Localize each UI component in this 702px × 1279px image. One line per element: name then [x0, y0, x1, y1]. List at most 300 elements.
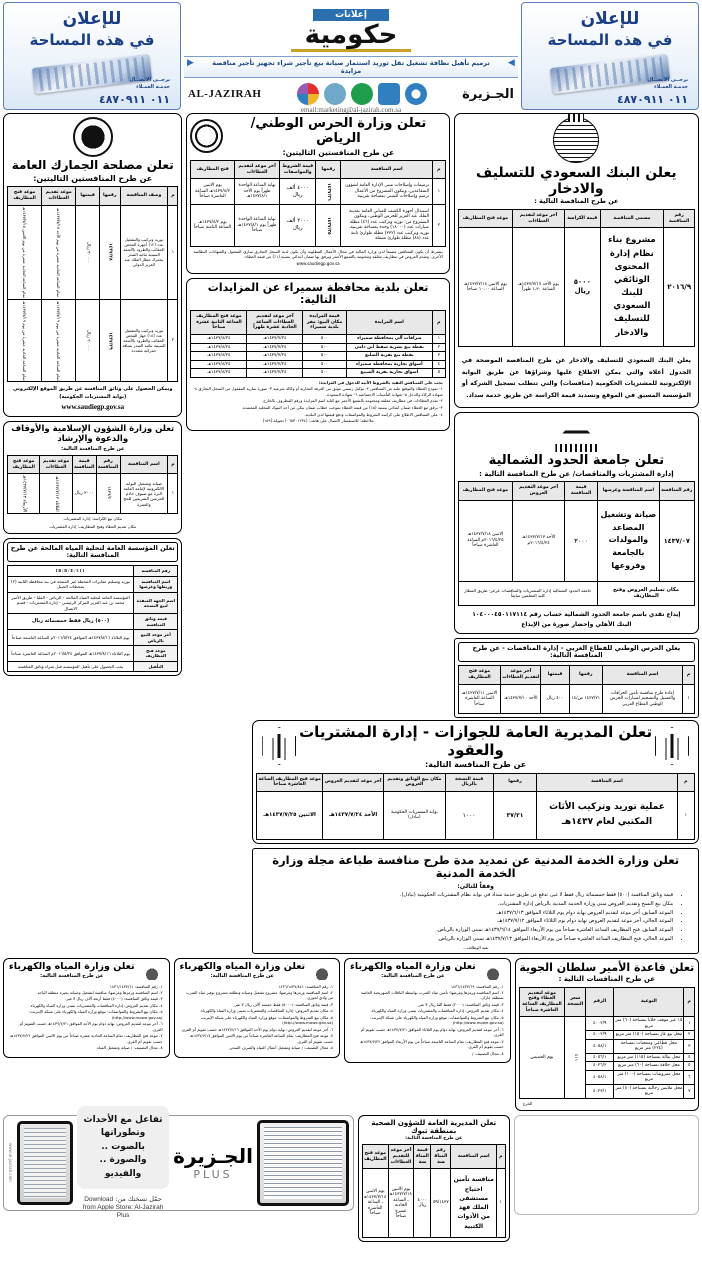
- table-row: [191, 343, 445, 352]
- kv-key: قيمة وثائق المنافسة: [134, 614, 178, 630]
- td-num: ١٤٣٧/٢١ ص/١٤: [569, 684, 602, 714]
- bank-crest-icon: [553, 117, 599, 163]
- td-type: محل ملابس رجالية بمساحة (٨٠) متر مربع: [615, 1085, 683, 1097]
- table-row: [8, 645, 178, 661]
- kv-value: يوم الثلاثاء ١٤٣٧/٨/١٦هـ الموافق ٢٠١٦/٥/٢٤م الساعة العاشرة صباحاً: [8, 645, 134, 661]
- td-name: صيانة وتشغيل البوابة الالكترونية لإمامة العامة البرة مع ضيوف خادم الحرمين الشريفين للحج والعمرة: [120, 474, 168, 514]
- th-name: اسم المنافسة: [602, 666, 682, 684]
- mowe2-line: ٥- مكان بيع الشروط والمواصفات: موقع وزارة المياه والكهرباء على شبكة الإنترنت (http://www.mowe.gov.sa): [200, 1014, 334, 1026]
- td-open: ١٤٣٧/٨/٢٤هـ: [191, 335, 247, 344]
- td-name: أسواق تجارية بمحافظة سميراء: [346, 360, 432, 369]
- ad-water-power-3: [344, 958, 511, 1064]
- td-open: ١٤٣٧/٨/٢٤هـ: [191, 343, 247, 352]
- table-row: [8, 566, 178, 576]
- td-value: ٢٠٠٠٠ ريال: [76, 299, 100, 382]
- swcc-table: [7, 565, 178, 672]
- td-submit: تمام الساعة الحادية عشرة من يوم الأحد ١٤٣٧/٧/١٧هـ: [42, 205, 76, 299]
- th-open: موعد فتح المظاريف: [458, 482, 512, 500]
- td-desc: توريد وتركيب والتشغيل عدد (١٢) أجهزة الفحص الحقائب والطرود بالأشعة السينية ثنائية الصدر بجمرك مطار الملك عبد العزيز الدولي: [120, 205, 168, 299]
- civil-subtitle: وفقاً للتالي:: [457, 883, 494, 891]
- samira-condition-note: ملاحظة: للاستفسار الاتصال على هاتف: (٠٦٥٣٠١٢٣٤) تحويلة (١٥٩): [262, 418, 374, 424]
- univ-subtitle: إدارة المشتريات والمناقصات/ عن طرح المنافسة التالية :: [479, 469, 674, 478]
- table-row: [8, 630, 178, 646]
- samira-table: [190, 310, 445, 378]
- td-no: ٥: [433, 369, 446, 378]
- mowe2-lines: [178, 982, 337, 1054]
- table-row-place: [458, 581, 694, 605]
- tabuk-subtitle: عن طرح المنافسة التالية:: [405, 1135, 463, 1141]
- tablet-image-right: [257, 1120, 349, 1206]
- mowe2-line: ٧- موعد فتح المظاريف: تمام الساعة العاشرة صباحاً من يوم الاثنين الموافق ١٤٣٧/٧/١٧هـ حسب تقويم أم القرى.: [189, 1033, 334, 1044]
- mowe3-line: ٧- موعد فتح المظاريف: تمام الساعة التاسعة صباحاً من يوم الأربعاء الموافق ١٤٣٧/٧/٢٢هـ حسب تقويم أم القرى.: [359, 1038, 504, 1050]
- td-open: ١٤٣٧/٨/٢٤هـ: [191, 360, 247, 369]
- passports-subtitle: عن طرح المنافسة التالية:: [425, 759, 527, 769]
- promo-download-ar: حمّل نسختك من:: [115, 1195, 162, 1204]
- mowe3-subtitle: عن طرح المنافسة التالية:: [381, 973, 445, 980]
- td-num: ٤٠٥٦/١: [586, 1053, 614, 1062]
- table-row: [362, 1169, 505, 1238]
- table-header-row: [8, 455, 178, 473]
- td-place: بوابة المشتريات الحكومية (تبادل): [384, 791, 445, 839]
- logo-main-label: حكومية: [291, 22, 412, 52]
- table-row: [458, 228, 694, 346]
- univ-table: [458, 481, 695, 605]
- ngr-subtitle: عن طرح المنافستين التاليتين:: [282, 147, 395, 157]
- td-no: ١: [433, 179, 446, 205]
- th-no: م: [433, 310, 446, 334]
- td-type: محل مفروشات بمساحة (١٠٠) متر مربع: [614, 1070, 684, 1084]
- samira-condition-item: ١- نموذج العطاء والتوقيع عليه من المتنافس ٢- توكيل رسمي موثق من الغرفة التجارية أو وكالة شرعية ٣- صورة سارية المفعول من السجل التجاري ٤- شهادة الزكاة والدخل ٥- شهادة التأمينات الاجتماعية ٦- شهادة السعودة.: [193, 386, 443, 397]
- td-submit: ١٤٣٧/٧/٢٤هـ: [247, 369, 303, 378]
- th-num: رقمها: [493, 773, 537, 791]
- mowe2-line: ٣- قيمة وثائق المنافسة: (٥٠٠٠) فقط خمسة آلاف ريال لا غير.: [233, 1001, 334, 1007]
- td-submit: نهاية الساعة الواحدة ظهراً يوم ١٤٣٧/٨/١هـ صباحاً: [234, 204, 280, 246]
- td-value: ٥٠٠: [303, 360, 346, 369]
- table-row: [8, 614, 178, 630]
- td-name: مشروع بناء نظام إدارة المحتوى الوثائقي للبنك السعودي للتسليف والادخار: [600, 228, 664, 346]
- ad-islamic-affairs: [3, 421, 182, 533]
- row-civil-service: [3, 848, 699, 958]
- samira-conditions: [190, 378, 445, 427]
- td-no: ١: [433, 335, 446, 344]
- th-no: م: [497, 1145, 506, 1169]
- th-submit: آخر موعد لتقديم العطاءات الساعة الحادية عشرة ظهراً: [247, 310, 303, 334]
- samira-condition-item: ٣- يرفق مع العطاء ضمان ابتدائي بنسبة (٥٪) من قيمة العطاء بموجب خطاب ضمان بنكي من أحد البنوك المحلية المعتمدة.: [241, 404, 443, 410]
- td-open: يوم الاثنين ١٤٣٧/٧/١٨هـ الساعة ١٠،٠٠ صباحاً: [458, 228, 512, 346]
- gear-icon: [405, 83, 427, 105]
- passports-crest-icon-right: [655, 727, 689, 765]
- mowe1-subtitle: عن طرح المنافسة التالية:: [40, 973, 104, 980]
- ad-right-line2: في هذه المساحة: [547, 31, 673, 49]
- th-date: موعد لتقديم العطاء وفتح المظاريف الساعة العاشرة صباحاً: [519, 987, 565, 1017]
- swcc-title: تعلن المؤسسة العامة لتحلية المياه المالحة عن طرح المنافسة التالية:: [7, 542, 178, 563]
- passports-header: [256, 724, 695, 769]
- table-header-row: [458, 482, 694, 500]
- customs-footer-note: ويمكن الحصول على وثائق المنافسة عن طريق الموقع الإلكتروني (بوابة المشتريات الحكومية): [12, 386, 173, 400]
- univ-bank: البنك الأهلي وإحضار صورة من الإيداع: [521, 621, 632, 629]
- td-type: محل بيع غاز بمساحة (١٥٠) متر مربع: [615, 1032, 683, 1038]
- td-submit: الأحد ١٤٣٧/٧/٢٤هـ: [322, 791, 383, 839]
- table-row: [191, 204, 445, 246]
- mowe2-title: تعلن وزارة المياه والكهرباء: [179, 960, 306, 972]
- mowe1-title: تعلن وزارة المياه والكهرباء: [8, 960, 135, 972]
- td-no: ٤: [684, 1053, 695, 1062]
- th-open: موعد فتح المظاريف: [458, 209, 512, 227]
- td-submit: ١٤٣٧/٧/٢٤هـ: [247, 360, 303, 369]
- mowe3-title: تعلن وزارة المياه والكهرباء: [350, 960, 476, 972]
- table-row: [257, 791, 695, 839]
- th-value: قيمة النسخة بالريال: [445, 773, 493, 791]
- th-no: م: [684, 987, 695, 1017]
- td-open: الاثنين ١٤٣٧/٧/١١هـ الساعة العاشرة صباحاً: [458, 684, 501, 714]
- national-guard-crest-icon: [190, 119, 223, 153]
- th-value: قيمة المنافسة: [72, 455, 96, 473]
- td-value: ٥٠٠: [303, 352, 346, 361]
- table-row: [191, 369, 445, 378]
- td-place-value: جامعة الحدود الشمالية إدارة المشتريات والمناقصات عرعر- طريق المطار كلية المعلمين سابقاً: [458, 581, 597, 605]
- ad-slot-left[interactable]: [3, 2, 181, 110]
- table-row: [191, 360, 445, 369]
- td-place-label: مكان تسليم العروض وفتح المظاريف: [598, 581, 695, 605]
- civil-footer: بقية الوظائف...: [462, 944, 489, 950]
- univ-title: تعلن جامعة الحدود الشمالية: [488, 452, 665, 468]
- table-row: [458, 684, 694, 714]
- final-row: [3, 1115, 699, 1242]
- main-columns: [3, 113, 699, 722]
- samira-condition-item: ٤- على المتنافس الاطلاع على كراسة الشروط والمواصفات ودفع قيمتها لدى البلدية.: [304, 411, 443, 417]
- td-value: ٤٠٠ ريال: [541, 684, 569, 714]
- td-type: محل قطاعي ومعجنات بمساحة (٢٢٤) متر مربع: [614, 1039, 684, 1053]
- td-submit: يوم الأحد ١٤٣٧/٧/١٧هـ الساعة ١،٣٠ ظهراً: [513, 228, 565, 346]
- td-value: ١٠٠٠: [445, 791, 493, 839]
- airbase-table: [519, 987, 695, 1099]
- table-header-row: [362, 1145, 505, 1169]
- mowe1-line: ٨- مجال التصنيف: / صيانة وتشغيل المياه: [97, 1045, 163, 1051]
- table-row: [458, 500, 694, 581]
- civil-bullet-item: • الموعد السابق، آخر موعد لتقديم العروض نهاية دوام يوم الثلاثاء الموافق ١٤٣٧/٦/١٣هـ.: [260, 910, 673, 918]
- civil-bullets: [260, 892, 685, 944]
- kv-value: IB/R/E/311: [8, 566, 134, 576]
- promo-headline-2: بالصوت .. والصورة .. والفيديو: [99, 1141, 147, 1179]
- td-value: ٥٠٠: [303, 369, 346, 378]
- th-num: الرقم: [586, 987, 614, 1017]
- table-header-row: [8, 187, 178, 205]
- ad-passports-directorate: [252, 720, 699, 843]
- td-num: ١٤٣٧/٢٨: [100, 205, 120, 299]
- td-open: يوم ١٤٣٧/٨/٢هـ الساعة الثامنة صباحاً: [191, 204, 234, 246]
- td-value: ٤٠٠٠ ريال: [414, 1169, 431, 1238]
- ngr-conditions: يشترط أن يكون المتنافس مصنفاً لدى وزارة المالية في مجال الأعمال المطلوبة وأن يكون لديه السجل التجاري ساري المفعول والشهادات النظامية الأخرى. وتقدم العروض في مظاريف مغلقة ومختومة بالشمع الأحمر ويرفق بها ضمان ابتدائي بنسبة (١٪) من قيمة العطاء. www.saudiegp.gov.sa: [193, 248, 443, 267]
- td-num: ١٤٣٧/٢٩: [100, 299, 120, 382]
- masthead-footer: [184, 83, 518, 105]
- table-row: [191, 335, 445, 344]
- th-submit: آخر موعد لتقديم العطاءات: [234, 160, 280, 178]
- promo-bubble: [77, 1106, 169, 1190]
- td-num: ٤٠٠٢/٩: [586, 1017, 614, 1031]
- scsb-table: [458, 209, 695, 347]
- logo-top-label: إعلانات: [313, 9, 389, 21]
- ad-aljazirah-plus-promo[interactable]: [3, 1114, 354, 1220]
- bus-icon: [378, 83, 400, 105]
- td-no: ٢: [684, 1031, 695, 1040]
- th-open: موعد فتح المظاريف: [8, 455, 40, 473]
- td-value: ٣٠٠٠: [565, 500, 598, 581]
- td-no: ٦: [684, 1070, 695, 1084]
- passports-title: تعلن المديرية العامة للجوازات - إدارة المشتريات والعقود: [299, 723, 653, 759]
- mowe3-line: ٣- قيمة وثائق المنافسة: (٢٠٠٠) فقط ألفا ريال لا غير.: [417, 1001, 504, 1007]
- samira-condition-item: ٢- تقدم العطاءات في مظاريف مغلقة ومختومة بالشمع الأحمر مع كتابة اسم المزايدة ورقم المظروف بالخارج.: [261, 398, 443, 404]
- ad-customs-authority: [3, 113, 182, 417]
- th-open: موعد فتح المظاريف: [362, 1145, 388, 1169]
- td-num: ٥٩/١٤٣٧: [431, 1169, 451, 1238]
- ad-spacer-right: [514, 1115, 699, 1215]
- th-place: مكان بيع الوثائق وتقديم العروض: [384, 773, 445, 791]
- kv-value: توريد وتسليم معايرات المحطة غير المنتجة في بند محافظة الثانية (٢) بمحطات الجبيل: [8, 576, 134, 592]
- table-row: [191, 352, 445, 361]
- aljazirah-plus-logo: [173, 1144, 253, 1181]
- promo-download-row[interactable]: [77, 1195, 169, 1219]
- mowe1-line: ٧- موعد فتح المظاريف: تمام الساعة الحادية عشرة صباحاً من يوم الاثنين الموافق ١٤٣٧/٧/٢٢هـ حسب تقويم أم القرى.: [10, 1033, 163, 1044]
- td-name: إعادة طرح منافسة تأمين الحرافات والغسيل والتشحيم لسيارات الحرس الوطني القطاع الغربي: [602, 684, 682, 714]
- table-row: [8, 299, 178, 382]
- customs-title: تعلن مصلحة الجمارك العامة: [11, 158, 174, 172]
- td-num: ١٤٣٧/٤٠: [96, 474, 120, 514]
- td-no: ١: [677, 791, 695, 839]
- kv-key: اسم المنافسة وربطها وغرضها: [134, 576, 178, 592]
- ad-slot-right[interactable]: [521, 2, 699, 110]
- td-name: منافسة تأمين احتياج مستشفى الملك فهد من الأدوات الكتبية: [451, 1169, 497, 1238]
- ad-water-power-2: [174, 958, 341, 1058]
- airbase-title: تعلن قاعدة الأمير سلطان الجوية: [519, 960, 695, 974]
- tabuk-table: [362, 1144, 506, 1238]
- mowe1-line: ١- رقم المنافسة: ١٤٣٦/١٤٣٧/٦١: [109, 983, 163, 989]
- ad-saudi-credit-bank: [454, 113, 699, 408]
- td-name: صيانة وتشغيل المصاعد والمولدات بالجامعة وفروعها: [598, 500, 659, 581]
- th-name: اسم المنافسة: [120, 455, 168, 473]
- brand-arabic: الجـزيرة: [462, 86, 514, 102]
- td-open: الاثنين ١٤٣٧/٧/٢٥هـ: [257, 791, 323, 839]
- promo-download-en: Download from Apple Store: Al-Jazirah Plus: [82, 1196, 164, 1220]
- masthead-center: [184, 2, 518, 114]
- td-name: صرافات آلي بمحافظة سميراء: [346, 335, 432, 344]
- td-open: الأربعاء ١٤٣٧/٧/١٣هـ: [8, 474, 40, 514]
- td-type: محل حلاقة بمساحة (٦٠) متر مربع: [614, 1062, 684, 1071]
- ad-water-power-1: [3, 958, 170, 1058]
- islamic-title: تعلن وزارة الشؤون الإسلامية والأوقاف والدعوة والإرشاد: [11, 424, 175, 445]
- th-value: قيمتها: [76, 187, 100, 205]
- tabuk-title: تعلن المديرية العامة للشؤون الصحية بمنطقة تبوك: [371, 1118, 497, 1135]
- ngr-title: تعلن وزارة الحرس الوطني/ الرياض: [250, 116, 427, 146]
- td-no: ٤: [433, 360, 446, 369]
- islamic-note-2: مكان تقديم العطاء وفتح المظاريف: إدارة المشتريات: [49, 523, 137, 529]
- th-open: موعد فتح المظاريف الساعة العاشرة صباحاً: [257, 773, 323, 791]
- td-open: يوم الاثنين ١٤٣٧/٧/١٨هـ الساعة العاشرة صباحاً: [362, 1169, 388, 1238]
- kv-value: يوم الثلاثاء ١٤٣٧/٨/١٦هـ الموافق ٢٠١٦/٥/٢٤م الساعة التاسعة صباحاً: [8, 630, 134, 646]
- td-num: ٤٠٥٨/١: [586, 1070, 614, 1084]
- td-num: ٤٠٢٦/٢: [586, 1062, 614, 1071]
- th-name: مسمى المناقصة: [600, 209, 664, 227]
- brand-english: AL-JAZIRAH: [188, 88, 262, 100]
- td-submit: يوم الاثنين ١٤٣٧/٧/١٨هـ الساعة الحادية عشرة صباحاً: [388, 1169, 414, 1238]
- civil-bullet-item: • مكان بيع النسخ وتقديم العروض مبنى وزارة الخدمة المدنية بالرياض إدارة المشتريات.: [260, 901, 673, 909]
- td-value: ٢٠٠٠ ألف ريال: [280, 204, 316, 246]
- table-header-row: [191, 160, 445, 178]
- airbase-subtitle: عن طرح المنافسات التالية :: [558, 975, 656, 984]
- td-no: ١: [168, 205, 178, 299]
- ad-left-line2: في هذه المساحة: [29, 31, 155, 49]
- scsb-subtitle: عن طرح المناقصة التالية :: [534, 197, 619, 206]
- ad-saline-water-corp: [3, 538, 182, 677]
- customs-crest-icon: [73, 117, 113, 157]
- mowe3-lines: [348, 982, 507, 1060]
- td-num: ٢٠١٦/٩: [664, 228, 695, 346]
- th-num: رقمها: [316, 160, 341, 178]
- th-value: قيمة المزايدة مكان البيع: مقر بلدية سميراء: [303, 310, 346, 334]
- airbase-footer: الخرج: [522, 1100, 533, 1106]
- ad-prince-sultan-airbase: [515, 958, 699, 1111]
- td-no: ٧: [684, 1084, 695, 1098]
- customs-url[interactable]: www.saudiegp.gov.sa: [61, 403, 125, 412]
- univ-deposit: إيداع نقدي باسم جامعة الحدود الشمالية حساب رقم ١٠٤٠٠٠٤٥٠١١٧١١٤: [472, 610, 681, 618]
- td-type: ١٥ عبر موقف خلايا بمساحة (٦٠) متر مربع: [615, 1018, 683, 1029]
- td-type: محل بقالة بمساحة (١١٥) متر مربع: [614, 1053, 684, 1062]
- th-value: قيمة المنافسة: [565, 482, 598, 500]
- td-num: ٤٠٥٨/١: [586, 1039, 614, 1053]
- mowe3-line: ٦- آخر موعد لتقديم العروض: نهاية دوام يوم الثلاثاء الموافق ١٤٣٧/٧/٢١هـ حسب تقويم أم القرى.: [360, 1026, 504, 1038]
- row-passports: [3, 720, 699, 847]
- th-no: م: [683, 666, 695, 684]
- table-row: [191, 179, 445, 205]
- td-no: ١: [683, 684, 695, 714]
- th-name: اسم المنافسة وغرضها: [598, 482, 659, 500]
- td-open: الاثنين ١٤٣٧/٧/١٨هـ ٢٠١٦/٤/٢٥م الساعة العاشرة صباحاً: [458, 500, 512, 581]
- mowe2-line: ٢- اسم المنافسة ورمزها وغرضها: مشروع تشغيل وصيانة وتطلعة مشروع توفير مياه الشرب من وادي لحورى.: [185, 989, 334, 1001]
- th-num: رقم المنافسة: [431, 1145, 451, 1169]
- civil-title: تعلن وزارة الخدمة المدنية عن تمديد مدة طرح منافسة طباعة مجلة وزارة الخدمة المدنية: [272, 852, 680, 880]
- services-ribbon: ◀ ترميم تأهيل نظافة تشغيل نقل توريد استثمار صيانة بيع تأجير شراء تجهيز تأجير مناقصة مزايدة ▶: [184, 56, 518, 78]
- th-submit: موعد تقديم العطاءات: [40, 455, 72, 473]
- promo-headline-1: تفاعل مع الأحداث وتطوراتها: [83, 1114, 163, 1139]
- mowe1-line: ٣- قيمة وثائق المنافسة: (٤٠٠٠) فقط أربعة آلاف ريال لا غير.: [65, 996, 163, 1002]
- th-value: قيمتها: [541, 666, 569, 684]
- td-submit: ١٤٣٧/٧/٢٤هـ: [247, 335, 303, 344]
- column-right: [454, 113, 699, 722]
- th-value: قيمة الكراسة: [565, 209, 600, 227]
- th-open: موعد فتح المظاريف: [8, 187, 42, 205]
- islamic-subtitle: عن طرح المنافسة التالية:: [61, 445, 125, 452]
- td-name: ترميمات وإصلاحات مبنى الإدارة العامة لشؤون المتقاعدين، ويتكون المشروع من الأعمال ترميم وإصلاحات للمبنى بمساحة تقريبية: [341, 179, 433, 205]
- mowe2-line: ٦- آخر موعد لتقديم العروض: نهاية دوام يوم الأحد الموافق ١٤٣٧/٧/١٦هـ حسب تقويم أم القرى.: [180, 1026, 334, 1032]
- th-value: قيمة المنافسة: [414, 1145, 431, 1169]
- civil-bullet-item: • قيمة وثائق المنافسة (٥٠٠) فقط خمسمائة ريال فقط لا غير، تدفع عن طريق خدمة سداد في بوابة نظام المشتريات الحكومية (تبادل).: [260, 892, 673, 900]
- td-name: نقطة بيع بقرية الضليع: [346, 352, 432, 361]
- mowe3-line: ٢- اسم المنافسة ورمزها وغرضها: تأمين مياه الشرب بواسطة الناقلات الصهريجية الخاصة بمنطقة جازان.: [360, 989, 504, 1001]
- td-submit: ١٤٣٧/٧/٢٤هـ: [247, 352, 303, 361]
- table-header-row: [191, 310, 445, 334]
- promo-brand-arabic: الجـزيرة: [173, 1144, 253, 1169]
- column-center: [186, 113, 449, 435]
- ngr-table: [190, 160, 445, 247]
- td-no: ٣: [684, 1039, 695, 1053]
- th-no: م: [168, 455, 178, 473]
- mowe1-line: ٤- مكان تقديم العروض: إدارة المناقصات والمشتريات بمبنى وزارة المياه والكهرباء.: [29, 1002, 163, 1008]
- ad-civil-service-ministry: [252, 848, 699, 954]
- th-submit: آخر موعد التقديم العروض: [513, 482, 565, 500]
- mowe1-line: ٦- آخر موعد لتقديم العروض: نهاية دوام يوم الأحد الموافق ١٤٣٧/٧/٢١هـ حسب التقويم أم القرى.: [19, 1021, 163, 1032]
- td-value: ٣٠٠٠ ريال: [72, 474, 96, 514]
- ad-left-phone: ٠١١ ٤٨٧٠٩١١: [99, 93, 170, 106]
- th-num: رقم المناقصة: [664, 209, 695, 227]
- bottom-ads-row: [3, 958, 699, 1111]
- table-row: [8, 592, 178, 613]
- td-open: ١٤٣٧/٨/٢٤هـ: [191, 352, 247, 361]
- td-submit: الثلاثاء ١٤٣٧/٧/١٢هـ: [40, 474, 72, 514]
- td-value: ٥٠٠: [303, 343, 346, 352]
- customs-table: [7, 186, 178, 382]
- th-open: موعد فتح المظاريف: [458, 666, 501, 684]
- td-num: ٤٠٠٢/٩: [586, 1031, 614, 1040]
- promo-text-block: [77, 1106, 169, 1220]
- ad-left-contact: يرجــى الاتصــال خدمـة العمـلاء: [129, 77, 170, 90]
- td-name: نقطة بيع بشرية سقط ابن دامي: [346, 343, 432, 352]
- th-open: موعد فتح المظاريف الساعة الثانية عشرة صباحاً: [191, 310, 247, 334]
- td-submit: تمام الساعة الحادية عشرة من يوم ١٤٣٧/٧/١٩هـ: [42, 299, 76, 382]
- th-name: اسم المنافسة: [537, 773, 677, 791]
- mowe1-line: ٥- مكان بيع الشروط والمواصفات: موقع وزارة المياه والكهرباء على شبكة الإنترنت: (http://www.mowe.gov.sa): [29, 1009, 163, 1020]
- islamic-table: [7, 455, 178, 515]
- ad-right-phone: ٠١١ ٤٨٧٠٩١١: [617, 93, 688, 106]
- final-right-spacer: [514, 1115, 699, 1215]
- th-num: رقمها: [569, 666, 602, 684]
- th-num: رقم المنافسة: [96, 455, 120, 473]
- table-row: [8, 576, 178, 592]
- th-desc: وصف المنافسة: [120, 187, 168, 205]
- td-no: ١: [497, 1169, 506, 1238]
- promo-website: www.al-jazirah.com: [7, 1143, 13, 1183]
- td-no: ٢: [433, 343, 446, 352]
- th-type: النوعية: [614, 987, 684, 1017]
- td-open: تمام الساعة الحادية عشرة من يوم الاثنين ١٤٣٧/٧/١٨هـ: [8, 205, 42, 299]
- td-submit: نهاية الساعة الواحدة ظهراً يوم الأحد ١٤٣٧/٨/١هـ: [234, 179, 280, 205]
- marketing-email[interactable]: email:marketing@al-jazirah.com.sa: [300, 106, 402, 114]
- th-value: قيمة الشروط والمواصفات: [280, 160, 316, 178]
- kv-key: آخر موعد للبيع بالرياض: [134, 630, 178, 646]
- th-open: فتح المظاريف: [191, 160, 234, 178]
- scsb-body-text: يعلن البنك السعودي للتسليف والادخار عن طرح المناقصة الموضحة في الجدول أعلاه والتي يمكن الاطلاع عليها وشراؤها عن طريق البوابة الإلكترونية للمشتريات الحكومية (منافسات) والتي تتطلب تسجيل الشركة أو المؤسسة المسبق في الموقع وتسديد قيمة الكراسة عن طريق خدمة سداد.: [461, 356, 691, 400]
- th-no: م: [433, 160, 446, 178]
- promo-brand-plus: PLUS: [193, 1168, 233, 1182]
- td-name: عملية توريد وتركيب الأثاث المكتبي لعام ١٤٣٧هـ: [537, 791, 677, 839]
- th-submit: موعد تقديم العطاءات: [42, 187, 76, 205]
- table-row: [8, 661, 178, 671]
- th-num: رقم المنافسة: [659, 482, 694, 500]
- mowe1-line: ٢- اسم المنافسة ورمزها وغرضها: منافسة لتشغيل وصيانة بحيرة منطقة الباحة.: [36, 989, 163, 995]
- tablet-image-left: [17, 1121, 73, 1205]
- mowe-logo-icon: [140, 962, 164, 980]
- table-header-row: [458, 666, 694, 684]
- tree-icon: [324, 83, 346, 105]
- mowe2-line: ٨- مجال التصنيف: / صيانة وتشغيل أعمال المياه والصرف الصحي: [229, 1045, 334, 1051]
- td-open: ١٤٣٧/٨/٢٤هـ: [191, 369, 247, 378]
- mowe3-line: ١- رقم المنافسة: ١٤٣٦/١٤٣٧/٦٩: [450, 983, 504, 989]
- td-open: تمام الساعة الحادية عشرة من يوم ١٤٣٧/٧/١٩هـ: [8, 299, 42, 382]
- td-num: ١٤٣٧/٠٧: [659, 500, 694, 581]
- table-row: [8, 474, 178, 514]
- civil-bullet-item: • الموعد السابق، فتح المظاريف الساعة العاشرة صباحاً من يوم الأربعاء الموافق ١٤٣٧/٦/١٤هـ بمبنى الوزارة بالرياض.: [260, 927, 673, 935]
- td-num: ١٤٣٧/٣٥: [316, 204, 341, 246]
- ad-tabuk-health: [358, 1115, 510, 1242]
- td-submit: الأحد ١٤٣٧/٧/١٧هـ ٢٠١٦/٤/٢٤م: [513, 500, 565, 581]
